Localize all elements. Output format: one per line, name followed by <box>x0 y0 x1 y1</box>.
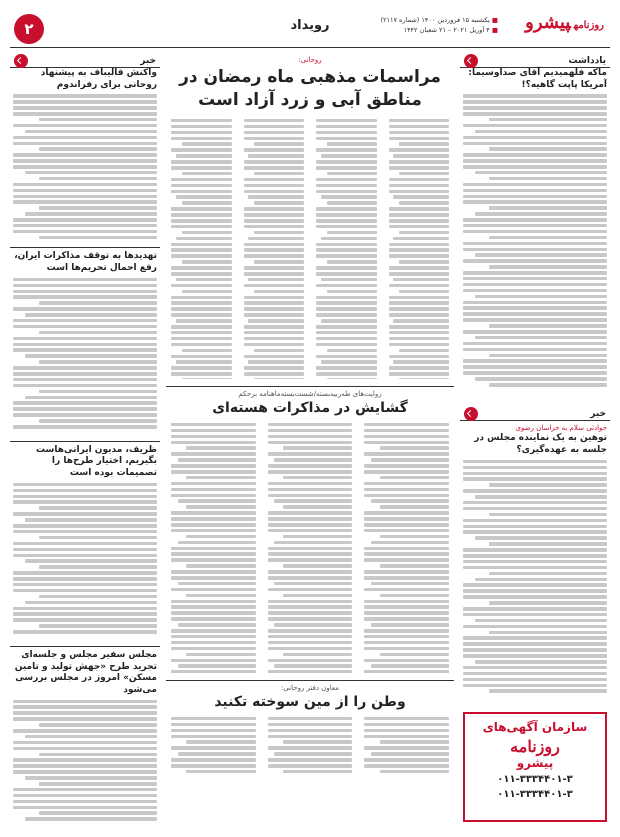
page-header <box>10 8 610 48</box>
ad-line-2: روزنامه <box>510 737 560 756</box>
bottom-kicker: معاون دفتر روحانی: <box>280 683 340 692</box>
column-tag-label: خبر <box>140 55 156 66</box>
masthead-name: پیشرو <box>525 12 571 33</box>
chevron-icon <box>464 407 478 421</box>
news-kicker: حوادثی سلام به خراسان رضوی <box>515 424 607 433</box>
left-news-title-3: ظریف، مدیون ایرانی‌هاست بگیریم، اختیار طرح‌ها را تصمیمات بوده است <box>36 444 157 479</box>
ad-line-3: پیشرو <box>516 756 554 770</box>
secondary-headline: گشایش در مذاکرات هسته‌ای <box>212 399 408 416</box>
left-news-body-4 <box>13 700 157 830</box>
bottom-article-body <box>168 714 452 780</box>
masthead <box>525 12 604 33</box>
left-news-body-3 <box>13 483 157 643</box>
divider <box>10 441 160 442</box>
text-column <box>268 717 353 777</box>
left-news-title-4: مجلس سفیر مجلس و جلسه‌ای تجرید طرح «جهش تولید و تامین مسکن» امروز در مجلس بررسی می‌شود <box>14 649 157 695</box>
chevron-icon <box>14 54 28 68</box>
main-article-body <box>168 116 452 382</box>
text-column <box>244 119 305 379</box>
news-title: توهین به یک نماینده مجلس در جلسه به عهده‌گیری؟ <box>474 433 607 456</box>
main-kicker: روحانی: <box>298 56 322 64</box>
note-body <box>463 94 607 404</box>
ad-box <box>463 712 607 822</box>
chevron-icon <box>464 54 478 68</box>
text-column <box>268 423 353 673</box>
secondary-article-body <box>168 420 452 676</box>
column-tag <box>10 54 160 68</box>
text-column <box>389 119 450 379</box>
text-column <box>171 423 256 673</box>
section-title: رویداد <box>290 18 330 33</box>
secondary-kicker: روایت‌های طه‌ربیه‌بسته/شست‌بسته‌ماهنامه بر‌حکم <box>238 389 382 398</box>
divider <box>10 646 160 647</box>
text-column <box>364 717 449 777</box>
ad-phone-1: ۰۱۱-۳۳۳۴۴۰۱-۳ <box>497 774 573 785</box>
right-column <box>460 54 610 830</box>
column-tag-news <box>460 407 610 421</box>
newspaper-page <box>10 8 610 830</box>
bottom-headline: وطن را از مین سوخته تکنید <box>214 693 406 710</box>
column-tag-label: یادداشت <box>568 55 606 66</box>
issue-date-line-2: ■ ۴ آوریل ۲۰۲۱ – ۲۱ شعبان ۱۴۴۲ <box>380 26 498 36</box>
note-title: ماکه فلهمیدیم آقای صداوسیما: آمریکا پاپت گاهیه؟! <box>468 68 607 90</box>
text-column <box>171 717 256 777</box>
column-tag <box>460 54 610 68</box>
main-column <box>166 54 454 830</box>
masthead-prefix: روزنامه <box>573 20 604 31</box>
left-news-title-1: واکنش قالیباف به پیشنهاد روحانی برای رفراندوم <box>40 68 157 90</box>
text-column <box>171 119 232 379</box>
issue-info <box>380 16 498 36</box>
ad-line-1: سازمان آگهی‌های <box>482 720 588 734</box>
left-column <box>10 54 160 830</box>
text-column <box>316 119 377 379</box>
left-news-body-1 <box>13 94 157 244</box>
divider <box>166 680 454 681</box>
divider <box>166 386 454 387</box>
page-number-badge: ۲ <box>14 14 44 44</box>
left-news-body-2 <box>13 278 157 438</box>
ad-phone-2: ۰۱۱-۳۳۳۴۴۰۱-۳ <box>497 789 573 800</box>
main-headline: مراسمات مذهبی ماه رمضان در مناطق آبی و زرد آزاد است <box>179 67 441 110</box>
text-column <box>364 423 449 673</box>
left-news-title-2: تهدید‌ها به توقف مذاکرات ایران، رفع احمال تحریم‌ها است <box>14 251 157 274</box>
divider <box>10 247 160 248</box>
issue-date-line: ■ یکشنبه ۱۵ فروردین ۱۴۰۰ (شماره ۲۱۱۷) <box>380 16 498 26</box>
column-tag-label: خبر <box>590 408 606 419</box>
news-body <box>463 460 607 710</box>
